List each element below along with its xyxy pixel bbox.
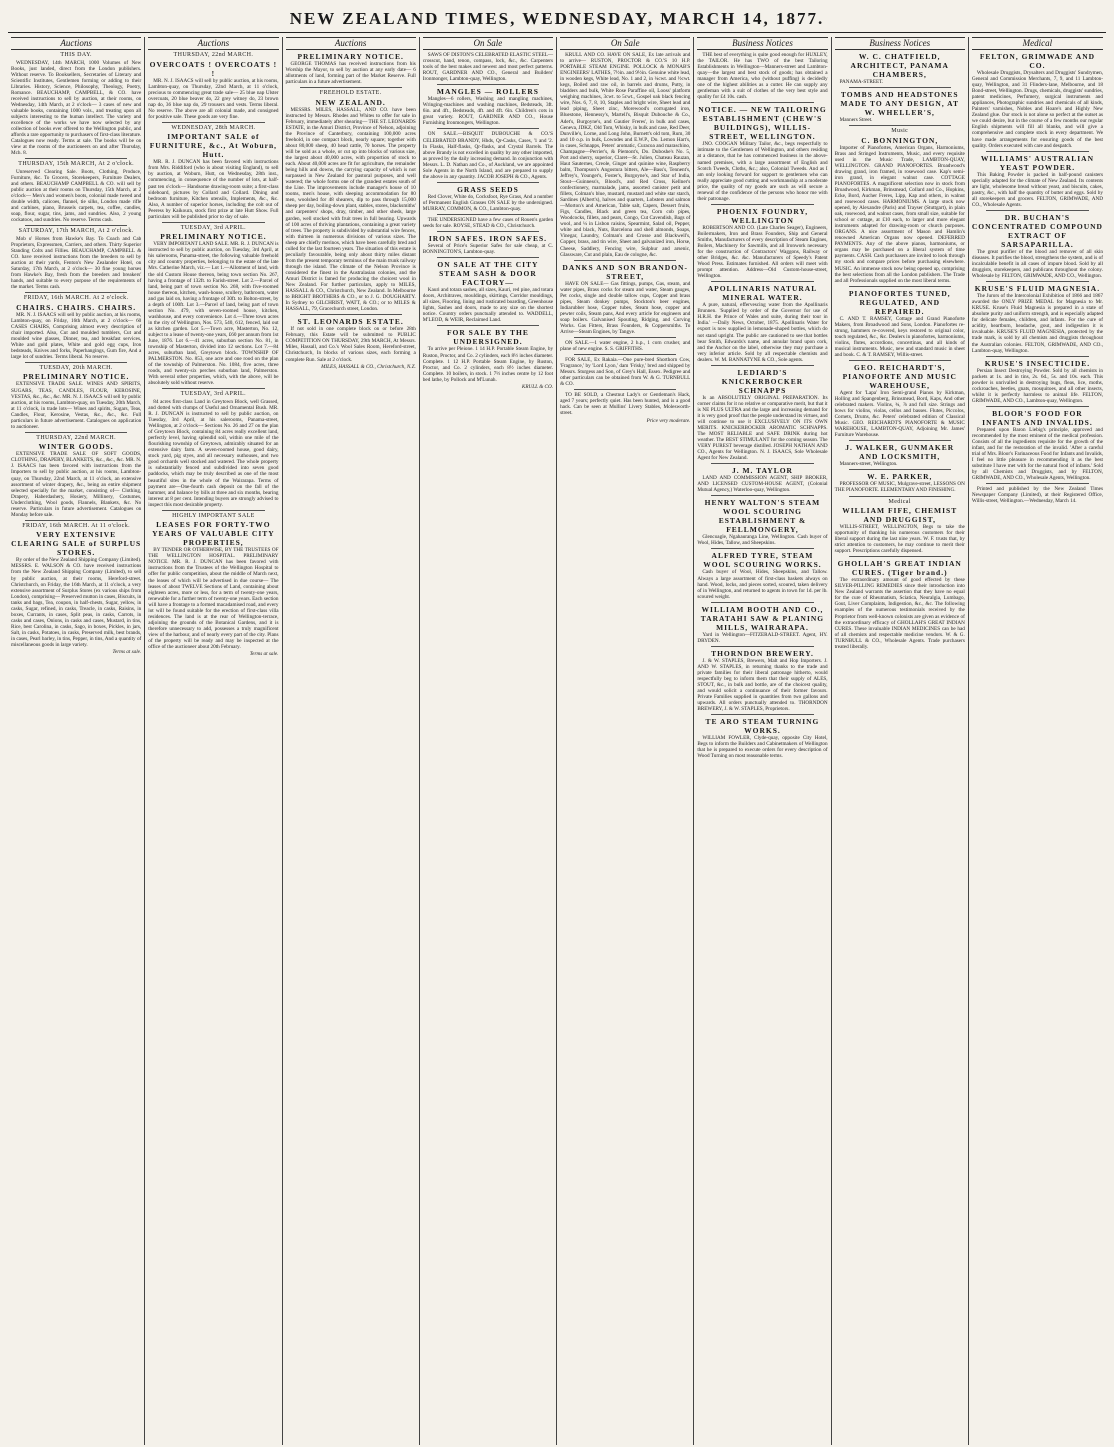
ad-body: Mangles—6 rollers, Washing and mangling machines, Wringing-machines and washing machines, Bedsteads, 3ft. 6in. and 4ft., Bedsteads, 4ft. and 4ft. 6in. Children's cots in great variety. ROUT, GARDNER AND CO., House Furnishing Ironmongers, Wellington.	[422, 96, 554, 127]
ad-dateline: THURSDAY, 22nd MARCH.	[173, 52, 254, 58]
ad-body: PANAMA-STREET.	[839, 79, 884, 85]
advertisement	[423, 52, 553, 82]
ad-divider	[574, 354, 676, 355]
ad-headline: FOR SALE BY THE UNDERSIGNED.	[446, 328, 529, 347]
ad-divider	[849, 556, 951, 557]
ad-body: To arrive per Pleione. 1 14 H.P. Portable Steam Engine, by Ruston, Proctor, and Co. 2 cylinders, each 8½ inches diameter. Complete. 1 12 H.P. Portable Steam Engine, by Ruston, Proctor, and Co. 2 cylinders, each 8½ inches diameter. Complete. 10 boilers, in stock. 1 7½ inches centre by 12 foot bed lathe, by Pollock and M'Lunah.	[422, 346, 554, 383]
ad-headline: GRASS SEEDS	[457, 184, 519, 194]
advertisement	[972, 284, 1103, 353]
ad-body: J. & W. STAPLES, Brewers, Malt and Hop Importers. J. AND W. STAPLES, in returning thanks to the trade and private families for their liberal patronage hitherto, would respectfully beg to inform them that their supply of ALES, STOUT, &c., in bulk and bottle, are of the choicest quality, and would solicit a continuance of their former favours. Private Families supplied in quantities from two gallons and upwards. All orders punctually attended to. THORNDON BREWERY, J. & W. STAPLES, Proprietors.	[697, 657, 828, 713]
ad-body: FOR SALE, Ex Rakaia.—One pure-bred Shorthorn Cow, 'Fragrance,' by 'Lord Lyon,' dam 'Frisky,' bred and shipped by Messrs. Sturgess and Son, of Grey's Hall, Essex. Pedigree and other particulars can be obtained from W. & G. TURNBULL & CO.	[560, 357, 691, 388]
ad-divider	[711, 204, 813, 205]
ad-divider	[300, 314, 402, 315]
ad-divider	[711, 646, 813, 647]
ad-divider	[849, 125, 951, 126]
ad-headline: THORNDON BREWERY.	[711, 648, 814, 658]
ad-signature: MILES, HASSALL & CO., Christchurch, N.Z.	[321, 363, 416, 370]
ad-dateline: TUESDAY, 3rd APRIL.	[180, 391, 247, 398]
advertisement	[423, 260, 553, 323]
column-2	[145, 37, 282, 1445]
ad-body: Wholesale Druggists, Drysalters and Druggists' Sundrymen, General and Commission Merchants, 7, 9, and 11 Lambton-quay, Wellington, and 31 Flinders-lane, Melbourne, and 18 Bond-street, Wellington. Drugs, chemicals, druggists' sundries, patent medicines, Perfumery, surgical instruments and appliances, Photographic sundries and chemicals of all kinds, Painters' varnishes, Nobles and Hoare's and Highly New Zealand glue. Our stock is not alone so perfect at the outset as we could desire, but in the course of a few months our regular English shipments will fill all blanks, and will give a comprehensive and complete stock in every department. We have made arrangements for ensuring goods of the best quality. Orders executed with care and despatch.	[971, 70, 1103, 149]
ad-dateline: Medical	[888, 498, 911, 505]
ad-body: Unreserved Clearing Sale. Boots, Clothing, Produce, Furniture, &c. To Grocers, Storekeepers, Furniture Dealers, and others. BEAUCHAMP CAMPBELL & CO. will sell by public auction at their rooms on Thursday, 15th March, at 2 o'clock— Men's and women's boots, colonial made tweed and double width, calicoes, flannel, tie silks, London made rifle and carbines, piano, Brussels carpets, tea, coffee, candles, soap, flour, sugar, tins, jams, and sundries. Also, 2 young cockatoos, and sundries. No reserve. Terms cash.	[11, 168, 142, 224]
ad-dateline: FRIDAY, 16th MARCH. At 2 o'clock.	[23, 295, 129, 302]
ad-body: MR. N. J. ISAACS will sell by public auction, at his rooms, Lambton-quay, on Thursday, 22nd March, at 11 o'clock, precious to commencing great trade sale— 25 blue nap Ulster overcoats, 20 blue beaver do, 22 grey witney do, 23 brown nap do, 36 blue nap do, 29 trousers and vests. Terms liberal. No reserve. The above are all colonial made, and consigned for positive sale. These goods are very fine.	[148, 77, 279, 120]
ad-signature: Terms at sale.	[112, 649, 142, 656]
ad-divider	[25, 362, 127, 363]
ad-divider	[711, 714, 813, 715]
advertisement	[835, 499, 965, 555]
advertisement	[423, 234, 553, 255]
ad-divider	[162, 388, 264, 389]
ad-headline: TOMBS AND HEADSTONES MADE TO ANY DESIGN, AT W. WHELLER'S,	[840, 90, 960, 118]
ad-body: Red Clover, White do, Cocksfoot, Rye Grass, And a number of Permanent English Grasses ON SALE by the undersigned. MURRAY, COMMON, & CO., Lambton-quay.	[422, 193, 554, 212]
ad-body: WILLIAM FOWLER, Clyde-quay, opposite City Hotel, Begs to inform the Builders and Cabinetmakers of Wellington that he is prepared to execute orders for every description of Wood Turning on most reasonable terms.	[697, 735, 828, 760]
ad-divider	[25, 520, 127, 521]
ad-body: Yard in Wellington—FITZERALD-STREET. Agent, HY. DRYDEN.	[697, 631, 828, 644]
advertisement	[697, 717, 827, 759]
ad-headline: ST. LEONARDS ESTATE.	[297, 317, 404, 327]
advertisement	[972, 52, 1103, 149]
advertisement	[697, 605, 827, 644]
ad-divider	[711, 281, 813, 282]
advertisement	[835, 443, 965, 467]
ad-headline: TE ARO STEAM TURNING WORKS.	[705, 717, 820, 736]
ad-divider	[437, 231, 539, 232]
column-heading: Medical	[972, 37, 1103, 50]
ad-body: By order of the New Zealand Shipping Company (Limited). MESSRS. E. WALSON & CO. have received instructions from the New Zealand Shipping Company (Limited), to sell by public auction, at their rooms, Hereford-street, Christchurch, on Friday, the 16th March, at 11 o'clock, a very extensive assortment of Surplus Stores (ex various ships from London), comprising— Preserved mutton in cases, Biscuits, in tanks and bags, Tea, coupon, in half-chests, Sugar, yellow, in casks, Sugar, refined, in casks, Treacle, in casks, Raisins, in boxes, Currants, in cases, Split peas, in casks, Carrots, in casks and cases, Onions, in casks and cases, Mustard, in tins, Rice, best Carolina, in casks, Sago, in boxes, Pickles, in jars, Salt, in casks, Potatoes, in casks, Preserved milk, best brands, in cases, Pearl barley, in tins, Pepper, in tins, And a quantity of miscellaneous goods in large variety.	[11, 557, 142, 649]
ad-divider	[711, 463, 813, 464]
advertisement	[560, 392, 690, 423]
ad-body: Glencoagle, Ngahauranga Line, Wellington. Cash buyer of Wool, Hides, Tallow, and Sheepskins.	[697, 534, 828, 547]
column-heading: On Sale	[560, 37, 690, 50]
ad-body: A pure, natural, effervescing water from the Apollinaris Brunnen. 'Supplied by order of the Governor for use of H.R.H. the Prince of Wales and suite, during their tour in India.' —Daily News, October, 1875. Apollinaris Water for export is now supplied in lemonade-shaped bottles, which do not stand upright. The public are cautioned to see that bottles bear Smith, Edwards's name, and annular brand upon cork, and the Anchor on the label, otherwise they may purchase a very inferior article. Sold by all respectable chemists and dealers. W. M. BANNATYNE & CO., Sole agents.	[697, 302, 828, 363]
ad-body: Importer of Pianofortes, American Organs, Harmoniums, Brass and Stringed Instruments, Music, and every requisite used in the Music Trade, LAMBTON-QUAY, WELLINGTON. GRAND PIANOFORTES. Broadwood's drawing grand, iron framed, in rosewood case. Kap's semi-iron grand, in elegant walnut case. COTTAGE PIANOFORTES. A magnificent selection now in stock from Broadwood, Kirkman, Brinsmead, Collard and Co., Hopkins, Ecke, Bord, Aucher Freres, Lipp, Kap and others, in walnut and rosewood cases. HARMONIUMS. A large stock now opened, by Alexandre (Paris) and Trayser (Stuttgart), in plain oak, rosewood, and walnut cases, from small size, suitable for school or cottage, at £10 each, to larger and more elegant instruments adapted for drawing-room or church purposes. ORGANS. A nice assortment of Mason and Hamlin's renowned American Organs now opened. DEFERRED PAYMENTS. Any of the above pianos, harmoniums, or organs may be purchased on a liberal system of time payments. CASH. Cash purchasers are invited to look through my stock and compare prices before purchasing elsewhere. MUSIC. An immense stock now being opened up, comprising the best selections from all the London publishers. The Trade and all Professionals supplied on the most liberal terms.	[834, 144, 965, 284]
ad-body: Prepared upon Baron Liebig's principle, approved and recommended by the most eminent of the medical profession. Consists of all the ingredients requisite for the growth of the infant, and for the restoration of the invalid. 'After a careful trial of Mrs. Bloor's Farinaceous Food for Infants and Invalids, I feel no little pleasure in recommending it as the best substitute I have met with for the natural food of infants.' Sold by all Chemists and Druggists, and by FELTON, GRIMWADE, AND CO., Wholesale Agents, Wellington.	[971, 426, 1103, 482]
masthead: NEW ZEALAND TIMES, WEDNESDAY, MARCH 14, 1877.	[8, 6, 1106, 33]
ad-headline: KRUSE'S FLUID MAGNESIA.	[974, 284, 1101, 294]
advertisement	[835, 90, 965, 123]
ad-headline: NEW ZEALAND.	[315, 97, 386, 107]
ad-divider	[849, 360, 951, 361]
ad-divider	[711, 365, 813, 366]
ad-headline: CHAIRS. CHAIRS. CHAIRS.	[16, 302, 137, 312]
column-heading: Auctions	[286, 37, 416, 50]
ad-body: ROBERTSON AND CO. (Late Charles Seager), Engineers, Boilermakers, Iron and Brass Founders, Ship and General Smiths, Manufacturers of every description of Steam Engines, Boilers, Machinery for Sawmills, and all Ironwork necessary for the construction of Contractors' Waggons, Railway or other Bridges, &c. &c. Manufacturers of Speedy's Patent Wood Press. Estimates furnished. All orders will meet with prompt attention. Address—Old Custom-house-street, Wellington.	[697, 224, 828, 280]
advertisement	[697, 498, 827, 546]
advertisement	[148, 125, 278, 220]
advertisement	[972, 359, 1103, 404]
ad-body: Manners-street, Wellington.	[839, 461, 898, 468]
ad-body: SAWS OF DISTON'S CELEBRATED ELASTIC STEEL—crosscut, hand, tenon, compass, lock, &c., &c. Carpenters tools of the best makes and newest and most perfect patterns. ROUT, GARDNER AND CO., General and Builders' Ironmonger, Lambton-quay, Wellington.	[422, 52, 554, 83]
ad-headline: LEDIARD'S KNICKERBOCKER SCHNAPPS	[721, 367, 804, 395]
ad-body: WEDNESDAY, 14th MARCH, 1000 Volumes of New Books, just landed, direct from the London publishers. Without reserve. To Booksellers, Secretaries of Literary and Scientific Institutes, Gentlemen forming or adding to their Libraries. History, Science, Philosophy, Theology, Poetry, Romance. BEAUCHAMP, CAMPBELL, & CO. have received instructions to sell by auction, at their rooms, on Wednesday, 14th March, at 2 o'clock— 3 cases of new and valuable books, containing 1000 vols., and treating upon all subjects interesting to the human intellect. The variety and excellence of the works we have now selected by any collection of books ever offered to the Wellington public, and affords a rare opportunity to purchasers of first-class literature. Catalogues now ready. Terms at sale. The books will be on view at the rooms of the auctioneers on and after Thursday, Mch. 8.	[11, 59, 142, 157]
ad-signature: Terms at sale.	[249, 651, 279, 658]
advertisement	[148, 52, 278, 120]
ad-headline: WINTER GOODS.	[38, 442, 114, 452]
advertisement	[560, 357, 690, 387]
advertisement	[972, 213, 1103, 279]
ad-divider	[711, 495, 813, 496]
advertisement	[286, 52, 416, 85]
advertisement	[148, 225, 278, 387]
ad-divider	[986, 210, 1089, 211]
ad-divider	[25, 225, 127, 226]
ad-headline: W. E. PARKER,	[867, 472, 933, 482]
advertisement	[835, 52, 965, 85]
ad-headline: MANGLES — ROLLERS	[436, 87, 539, 97]
ad-headline: J. WALKER, GUNMAKER AND LOCKSMITH,	[845, 443, 955, 462]
ad-headline: PRELIMINARY NOTICE.	[22, 372, 130, 382]
ad-body: The extraordinary amount of good effected by these SILVER-PILLING REMEDIES since their introduction into New Zealand warrants the assertion that they have no equal for the cure of Rheumatism, Sciatica, Neuralgia, Lumbago, Gout, Liver Complaints, Indigestion, &c., &c. The following examples of the numerous testimonials received by the Proprietor from well-known colonists are given as evidence of the extraordinary efficacy of GHOLLAH'S GREAT INDIAN CURES. These invaluable INDIAN MEDICINES can be had of all chemists and respectable medicine vendors. W. & G. TURNBULL & CO., Wholesale Agents. Trade purchasers treated liberally.	[834, 577, 965, 650]
ad-body: Manners Street.	[839, 117, 873, 124]
ad-divider	[162, 222, 264, 223]
ad-body: JNO. COOGAN Military Tailor, &c., begs respectfully to intimate to the Gentlemen of Wellington, and others residing at a distance, that he has commenced business in the above-named premises, with a large assortment of English and Scotch Tweeds, Cloths, &c.; also, Colonial Tweeds. And as I am only looking forward for support to gentlemen who can really appreciate good cutting and workmanship at a moderate price, the quality of my goods are such as will secure a renewal of the confidence of the persons who honor me with their patronage.	[697, 141, 828, 202]
ad-body: LAND AND COMMISSION AGENT, SHIP BROKER, AND LICENSED CUSTOM-HOUSE AGENT, (Colonial Mutual Agency,) Waterloo-quay, Wellington.	[697, 475, 828, 494]
ad-headline: OVERCOATS ! OVERCOATS ! !	[149, 59, 278, 78]
advertisement	[835, 289, 965, 358]
ad-signature: Price very moderate.	[646, 417, 691, 424]
ad-headline: DR. BUCHAN'S CONCENTRATED COMPOUND EXTRACT OF SARSAPARILLA.	[971, 212, 1103, 249]
column-heading: Auctions	[11, 37, 141, 50]
ad-body: MESSRS. MILES, HASSALL, AND CO. have been instructed by Messrs. Rhodes and Whites to offer for sale in February, immediately after shearing— THE ST. LEONARDS ESTATE, in the Amuri District, Province of Nelson, adjoining the Province of Canterbury, containing 100,000 acres freehold, in one compact block, nearly square; together with about 80,000 sheep, 40 head cattle, 70 horses. The property will be sold as a whole, or cut up into blocks of various size, the largest about 40,000 acres, with proportion of stock to each. About 40,000 acres are fit for agriculture, the remainder being hills and downs, the carrying capacity of which is not surpassed in New Zealand for pastoral purposes, and well watered; the whole forms one of the grandest estates south of the Line. The improvements include manager's house of 10 rooms, men's house, with sleeping accommodation for 80 men, woolshed for 48 shearers, dip to pass through 15,000 sheep per day, boiling-down plant, stables, stores, blacksmiths' and carpenters' shops, dray, timber, and other sheds, large garden, well stocked with fruit trees in full bearing. Upwards of 100 acres of thriving plantations, containing a great variety of trees. The property is subdivided by substantial wire fences, with thirteen in numerous divisions of various sizes. The sheep are chiefly merinos, which have been carefully bred and culled for the last fourteen years. The situation of this estate is peculiarly favourable, being only about thirty miles distant from the present temporary terminus of the main trunk railway through the island. The climate of the Nelson Province is considered the finest in the Australasian colonies, and the Amuri District is famed for producing the choicest wool in New Zealand. For further particulars, apply to MILES, HASSALL & CO., Christchurch, New Zealand. In Melbourne to BRIGHT BROTHERS & CO., or to J. G. DOUGHARTY. In Sydney to GILCHRIST, WATT, & CO.; or to MILES & HASSALL, 79, Gracechurch street, London.	[285, 106, 416, 313]
advertisement	[560, 340, 690, 352]
ad-headline: NOTICE. — NEW TAILORING ESTABLISHMENT (CHEW'S BUILDINGS), WILLIS-STREET, WELLINGTON.	[698, 105, 827, 142]
ad-headline: J. M. TAYLOR	[731, 466, 793, 476]
ad-body: Several of Price's Superior Safes for sale cheap, at C. BONNINGTON'S, Lambton-quay.	[422, 243, 554, 256]
ad-body: If not sold in one complete block on or before 28th February, this Estate will be submitted to PUBLIC COMPETITION ON THURSDAY, 29th MARCH, At Messrs. Miles, Hassall, and Co.'s Wool Sales Room, Hereford-street, Christchurch, In blocks of various sizes, each forming a complete Run. Sale at 2 o'clock.	[285, 326, 416, 363]
advertisement	[972, 154, 1103, 208]
columns	[8, 37, 1106, 1445]
advertisement	[148, 513, 278, 657]
column-8	[969, 37, 1106, 1445]
column-1	[8, 37, 145, 1445]
ad-signature: KRULL & CO.	[521, 383, 554, 390]
ad-body: BY TENDER OR OTHERWISE, BY THE TRUSTEES OF THE WELLINGTON HOSPITAL. PRELIMINARY NOTICE. MR. R. J. DUNCAN has been favored with instructions from the Trustees of the Wellington Hospital to offer for public competition, about the middle of March next, the leases of which will be advertised in due course— The leases of about TWELVE Sections of Land, containing about eighteen acres, more or less, for a term of twenty-one years, renewable for a further term of twenty-one years. Each section will have a frontage to a formed macadamised road, and every lot will be found suitable for the erection of first-class villa residences. The land is at the rear of Wellington-terrace, adjoining the grounds of the Botanical Gardens, and it is therefore unnecessary to add, possesses a truly magnificent view of the harbour, and of nearly every part of the city. Plans of the property will be ready and may be inspected at the office of the auctioneer about 20th February.	[148, 547, 279, 651]
advertisement	[972, 409, 1103, 481]
ad-divider	[437, 182, 539, 183]
ad-headline: PHOENIX FOUNDRY, WELLINGTON	[716, 206, 809, 225]
ad-divider	[986, 356, 1089, 357]
ad-dateline: THURSDAY, 22nd MARCH.	[36, 434, 116, 441]
ad-divider	[162, 122, 264, 123]
ad-body: Kauri and totara sashes, all sizes, Kauri, red pine, and totara doors, Architraves, mouldings, skirtings, Corridor mouldings, all sizes, Flooring, lining and rusticated boarding, Greenhouse lights, Sashes and doors, made to any size on the shortest notice. Country orders punctually attended to. WADDELL, M'LEOD, & WEIR, Reclaimed Land.	[422, 287, 554, 324]
ad-dateline: FREEHOLD ESTATE.	[319, 90, 382, 97]
ad-divider	[574, 260, 676, 261]
ad-headline: GEO. REICHARDT'S, PIANOFORTE AND MUSIC WAREHOUSE,	[842, 363, 957, 390]
ad-body: Agent for 'Lapa' Iron Semi-grand Pianos by Kirkman, Holling and Spangenberg, Brinsmead, Bord, Kaps, And other celebrated makers. Violins, ¾, ⅞ and full size. Strings and bows for violins, violas, cellos and basses. Flutes, Piccolos, Cornets, Drums, &c. Peters' celebrated edition of Classical Music. GEO. REICHARDT'S PIANOFORTE & MUSIC WAREHOUSE, LAMBTON-QUAY, Adjoining Mr. James' Furniture Warehouse.	[834, 390, 965, 439]
ad-divider	[986, 151, 1089, 152]
ad-dateline: TUESDAY, 20th MARCH.	[39, 364, 113, 371]
ad-body: Cash buyer of Wool, Hides, Sheepskins, and Tallow. Always a large assortment of first-class baskets always on hand. Wood, locks, and pieces sorted, scoured, taken delivery of in Wellington, and returned to agents in town for 1d. per lb. scoured weight.	[697, 569, 828, 600]
ad-dateline: TUESDAY, 3rd APRIL.	[180, 224, 247, 231]
advertisement	[835, 472, 965, 493]
advertisement	[286, 317, 416, 369]
ad-divider	[437, 84, 539, 85]
ad-divider	[574, 337, 676, 338]
ad-body: GEORGE THOMAS has received instructions from his Worship the Mayor, to sell by auction at any early date— 6 allotments of land, forming part of the Market Reserve. Full particulars in a future advertisement.	[285, 61, 416, 86]
ad-body: The great purifier of the blood and remover of all skin diseases. It purifies the blood, strengthens the system, and is of incalculable benefit in all cases of impure blood. Sold by all druggists, storekeepers, and publicans throughout the colony. Wholesale by FELTON, GRIMWADE, AND CO., Wellington.	[971, 248, 1103, 280]
ad-headline: GHOLLAH'S GREAT INDIAN CURES. (Tiger brand.)	[837, 559, 962, 578]
column-7	[832, 37, 969, 1445]
advertisement	[11, 52, 141, 156]
ad-divider	[986, 281, 1089, 282]
ad-body: ON SALE.—BISQUIT DUBOUCHE & CO.'S CELEBRATED BRANDY, Hhds, Qr-Casks, Cases, '1 and '2. In Flasks, Half-flasks, Qr-flasks, and Crystal Barrels. The above Brandy is not excelled in quality by any other imported, as proved by the daily increasing demand. In conjunction with Messrs. L. D. Nathan and Co., of Auckland, we are appointed Sole Agents in the North Island, and are prepared to supply the above in any quantity. JACOB JOSEPH & CO., Agents.	[422, 131, 554, 180]
ad-dateline: THIS DAY.	[60, 52, 92, 58]
ad-headline: C. BONNINGTON,	[861, 135, 939, 145]
ad-headline: WILLIAMS' AUSTRALIAN YEAST POWDER.	[980, 153, 1094, 172]
ad-body: Mob o' Horses from Hawke's Bay. To Coach and Cab Proprietors, Expressmen, Carriers, and others. Thirty Superior Standing Colts and Fillies. BEAUCHAMP, CAMPBELL & CO. have received instructions from the breeders to sell by auction at their yards, Fenton's New Zealander Hotel, on Saturday, 17th March, at 2 o'clock— 30 fine young horses from Hawke's Bay, fresh from the breeders and breakers' hands, and suitable to every purpose of the requirements of the market. Terms cash.	[11, 235, 142, 291]
ad-body: KRULL AND CO. HAVE ON SALE, Ex late arrivals and to arrive— RUSTON, PROCTOR & CO.'S 10 H.P. PORTABLE STEAM ENGINE. POLLOCK & MONAB'S ENGINEERS' LATHES, 7½in. and 9½in. Genuine white lead, in wooden kegs, White lead, No. 1 and 2, in ¼cwt. and ½cwt. kegs, Boiled and raw oil, in barrels and drums, Putty, in bladders and bulk, White Rose Paraffine oil, Looss' platform weighing machines, 3cwt. to 5cwt., Gospel oak black fencing wire, Nos. 6, 7, 8, 10, Staples and bright wire, Sheet lead and lead piping, Sheet zinc, Morewood's corrugated iron, Bluestone, Hennessy's, Martell's, Bisquit Dubouche & Co., Adet's, Burgoyne's, and Gautier Freres', in bulk and cases, Geneva, JDKZ, Old Tom, Whisky, in bulk and case, Red Deer, Dunville's, Lorne, and Long John, Burnett's old tom, Rum, 30 and 10 o.p. in bulk, Lowndes and E.W.P., Do. Lemon Hart's, in cases, Schnapps, Peters' aromatic, Curacoa and maraschino, Champagne—Perrier's, & Piemont's, Do. Duboshe's No. 5, Port and sherry, superior, Claret—St. Julien, Chateau Rauzan, Haut Sauternes, Creole, Ginger and quinine wine, Raspberry balm, Thompson's Angostura bitters, Ale—Bass's, Tennent's, Jeffrey's, Younger's, Foster's, Burgoyne's, and Star of India, Stout—Guinness's, Blood's, and Red Cross, Kellner's confectionery, marmalade, jams, assorted canister petit and fillets, Colman's blue, mustard, mustard and white star starch, Sardines (Albert's), halves and quarters, Lobsters and salmon—Morton's and American, Table salt, Capers, Dessert fruits, Figs, Candles, Black and green tea, Corn cob pipes, Woodcocks, fillets, and pears, Congo, Cut Cavendish, Bags of wool, and ¼ in Lisbon raisins, Spearmint, Salad oil, Pepper, white and black, Nuts, Barcelona and shell almonds, Soaps, Vinegar, Laundry, Colman's and Crosse and Blackwell's, Copper, brass, and tin wire, Sheet and galvanized iron, Horse, Cheese, Saddlery, Fencing wire, Sulphur and arsenic, Glassware, Cut and plain, Eau de cologne, &c.	[560, 52, 691, 258]
advertisement	[423, 131, 553, 179]
advertisement	[697, 105, 827, 201]
ad-divider	[162, 510, 264, 511]
ad-divider	[711, 102, 813, 103]
advertisement	[11, 161, 141, 223]
advertisement	[423, 87, 553, 126]
ad-headline: PRELIMINARY NOTICE.	[160, 232, 267, 242]
ad-headline: LEASES FOR FORTY-TWO YEARS OF VALUABLE CITY PROPERTIES,	[152, 520, 275, 548]
ad-body: The Jurors of the Intercolonial Exhibition of 1866 and 1867 awarded the ONLY PRIZE MEDAL for Magnesia to Mr. KRUSE. Kruse's Fluid Magnesia is prepared in a state of absolute purity and uniform strength, and is especially adapted for delicate females, children, and infants. For the cure of acidity, heartburn, headache, gout, and indigestion it is invaluable. KRUSE'S FLUID MAGNESIA, protected by the trade mark, is sold by all chemists and druggists throughout the Australian colonies. FELTON, GRIMWADE, AND CO., Lambton-quay, Wellington.	[971, 293, 1103, 354]
column-heading: Business Notices	[835, 37, 965, 50]
column-heading: Business Notices	[697, 37, 827, 50]
ad-body: MR. N. J. ISAACS will sell by public auction, at his rooms, Lambton-quay, on Friday, 16th March, at 2 o'clock— 60 CASES CHAIRS, Comprising almost every description of chair imported. Also, Cut and moulded tumblers, Cut and moulded wine glasses, Dinner, tea, and breakfast services, White and gold plates, White and gold egg cups, Iron bedsteads, Knives and forks, Paperhangings, Gum fire, And a large lot of sundries. Terms liberal. No reserve.	[11, 311, 142, 360]
advertisement	[697, 52, 827, 100]
ad-body: ON SALE.—1 water engine, 2 h.p., 1 corn crusher, and plane of new engine. S. S. GRIFFITHS.	[560, 340, 691, 353]
column-6	[694, 37, 831, 1445]
ad-body: EXTENSIVE TRADE SALE OF SOFT GOODS, CLOTHING, DRAPERY, BLANKETS, &c., &c., &c. MR. N. J. ISAACS has been favored with instructions from the Importers to sell by public auction, at his rooms, Lambton-quay, on Thursday, 22nd March, at 11 o'clock, an extensive assortment of winter drapery, &c., being an entire shipment selected specially for the market, consisting of— Clothing, Drapery, Haberdashery, Hosiery, Millinery, Costumes, Underclothing, Wool goods, Flannels, Blankets, &c. No reserve. Particulars in future advertisement. Catalogues on Monday before sale.	[11, 451, 142, 518]
ad-dateline: THURSDAY, 15th MARCH, At 2 o'clock.	[18, 161, 135, 168]
column-5	[557, 37, 694, 1445]
ad-headline: DANKS AND SON BRANDON-STREET,	[562, 262, 688, 281]
ad-body: MR. R. J. DUNCAN has been favored with instructions from Mrs. Riddiford (who is about visiting England), to sell by auction, at Woburn, Hutt, on Wednesday, 28th inst., commencing, in consequence of the number of lots, at half-past ten o'clock— Handsome drawing-room suite; a first-class sideboard, pictures by Collard and Collard. Dining and bedroom furniture, Kitchen utensils, Implements, &c., &c. Also, A number of superior horses, including the colt out of Peeress by Kaikoura, stock first prize at late Hutt Show. Full particulars will be published prior to day of sale.	[148, 159, 279, 220]
advertisement	[423, 185, 553, 212]
ad-headline: IRON SAFES. IRON SAFES.	[428, 234, 548, 244]
advertisement	[835, 128, 965, 284]
advertisement	[423, 217, 553, 229]
ad-body: 84 acres first-class Land in Greytown Block, well Grassed, and dotted with clumps of Useful and Ornamental Bush. MR. R. J. DUNCAN is instructed to sell by public auction, on Tuesday, 3rd April, at his salerooms, Panama-street, Wellington, at 2 o'clock— Sections No. 26 and 27 on the plan of Greytown Block, containing 84 acres really excellent land, perfectly level, having splendid soil, within one mile of the flourishing township of Greytown, admirably situated for an extensive dairy farm. A seven-roomed house, good dairy, stock yard, pig styes, and all necessary outhouses, and two good orchards well stocked and watered. The whole property is substantially fenced and subdivided into seven good paddocks, which may be truly described as one of the most beautiful sites in the whole of the Wairarapa. Terms of payment are—One-fourth cash deposit on the fall of the hammer, and balance by bills at three and six months, bearing interest at 8 per cent. Intending buyers are strongly advised to inspect this most desirable property.	[148, 398, 279, 508]
column-4	[420, 37, 557, 1445]
advertisement	[423, 328, 553, 389]
advertisement	[835, 559, 965, 650]
ad-headline: BLOOR'S FOOD FOR INFANTS AND INVALIDS.	[982, 408, 1093, 427]
ad-body: WILLIS-STREET, WELLINGTON, Begs to take the opportunity of thanking his numerous customers for their liberal support during the last nine years. W. F. trusts that, by strict attention to customers, he may continue to merit their support. Prescriptions carefully dispensed.	[834, 524, 965, 555]
advertisement	[560, 52, 690, 258]
ad-divider	[25, 158, 127, 159]
advertisement	[697, 368, 827, 462]
advertisement	[697, 649, 827, 712]
ad-divider	[849, 469, 951, 470]
ad-dateline: WEDNESDAY, 28th MARCH.	[171, 124, 256, 131]
ad-divider	[849, 286, 951, 287]
ad-headline: WILLIAM BOOTH AND CO., TARATAHI SAW & PLANING MILLS, WAIRARAPA.	[700, 604, 825, 632]
ad-divider	[849, 496, 951, 497]
ad-body: C. AND T. RAMSEY, Cottage and Grand Pianoforte Makers, from Broadwood and Sons, London. Pianofortes re-strung, hammers re-covered, keys restored to original color, touch regulated, &c., &c. Dealers in pianofortes, harmoniums, violins, flutes, accordions, concertinas, and all kinds of musical instruments. Music, new and standard music in sheet and book. C. & T. RAMSEY, Willis-street.	[834, 315, 965, 358]
advertisement	[11, 295, 141, 360]
ad-body: Printed and published by the New Zealand Times Newspaper Company (Limited), at their Registered Office, Willis-street, Wellington.—Wednesday, March 14.	[971, 486, 1103, 505]
ad-divider	[849, 87, 951, 88]
ad-headline: ALFRED TYRE, STEAM WOOL SCOURING WORKS.	[703, 551, 822, 570]
ad-divider	[437, 257, 539, 258]
ad-headline: FELTON, GRIMWADE AND CO.	[979, 52, 1096, 70]
ad-body: EXTENSIVE TRADE SALE. WINES AND SPIRITS, SUGARS, TEAS, CANDLES, FLOUR, KEROSINE, VESTAS, &c., &c., &c. MR. N. J. ISAACS will sell by public auction, at his rooms, Lambton-quay, on Tuesday, 20th March, at 11 o'clock, in trade lots— Wines and spirits, Sugars, Teas, Candles, Flour, Kerosine, Vestas, &c., &c., &c. Full particulars in future advertisement. Catalogues on application to auctioneer.	[11, 381, 142, 430]
ad-divider	[711, 548, 813, 549]
advertisement	[560, 263, 690, 335]
ad-body: Persian Insect Destroying Powder. Sold by all chemists in packets at 1s. and in tins, 2s. 6d., 5s. and 10s. each. This powder is unrivalled in destroying bugs, fleas, lice, moths, cockroaches, beetles, gnats, mosquitoes, and all other insects, whilst it is perfectly harmless to animal life. FELTON, GRIMWADE, AND CO., Lambton-quay, Wellington.	[971, 367, 1103, 404]
advertisement	[286, 90, 416, 312]
ad-body: Is an ABSOLUTELY ORIGINAL PREPARATION. Its corner claims for it no relative or comparative merit, but that it is NE PLUS ULTRA and the large and increasing demand for it is very good proof that the people understand its virtues, and will continue to use it EXCLUSIVELY ON ITS OWN MERITS. KNICKERBOCKER AROMATIC SCHNAPPS. The MOST RELIABLE and SAFE DRINK during hot weather. The BEST STIMULANT for the coming season. The VERY PUREST beverage distilled. JOSEPH NATHAN AND CO., Agents for Wellington. N. J. ISAACS, Sole Wholesale Agent for New Zealand.	[697, 394, 828, 462]
ad-divider	[437, 325, 539, 326]
advertisement	[11, 228, 141, 290]
ad-headline: APOLLINARIS NATURAL MINERAL WATER.	[707, 284, 818, 303]
advertisement	[11, 523, 141, 655]
ad-headline: VERY EXTENSIVE CLEARING SALE of SURPLUS STORES.	[11, 530, 142, 558]
column-heading: On Sale	[423, 37, 553, 50]
ad-divider	[437, 128, 539, 129]
ad-divider	[986, 406, 1089, 407]
ad-dateline: FRIDAY, 16th MARCH. At 11 o'clock.	[22, 522, 131, 529]
advertisement	[11, 435, 141, 518]
advertisement	[11, 365, 141, 430]
column-heading: Auctions	[148, 37, 278, 50]
advertisement	[835, 363, 965, 438]
ad-headline: PRELIMINARY NOTICE.	[297, 52, 404, 61]
ad-dateline: SATURDAY, 17th MARCH, At 2 o'clock.	[18, 228, 134, 235]
ad-headline: IMPORTANT SALE of FURNITURE, &c., At Woburn, Hutt.	[149, 132, 278, 160]
advertisement	[697, 466, 827, 493]
ad-divider	[849, 440, 951, 441]
ad-divider	[437, 214, 539, 215]
ad-divider	[300, 87, 402, 88]
ad-body: VERY IMPORTANT LAND SALE. MR. R. J. DUNCAN is instructed to sell by public auction, on Tuesday, 3rd April, at his salerooms, Panama-street, the following valuable freehold city and country properties, belonging to the estate of the late Mrs. Catherine March, viz.— Lot 1.—Allotment of land, with the old Custom House thereon, being town section No. 267, having a frontage of 132ft. to Farish-street. Lot 2.—Parcel of land, being part of town section No. 268, with five-roomed house thereon, kitchen, wash-house, scullery, bathroom, water and gas laid on, having a frontage of 30ft. to Bolton-street, by a depth of 100ft. Lot 3.—Parcel of land, being part of town section No. 479, with seven-roomed house, kitchen, washhouse, and every convenience. Lot 4.—Three town acres in the city of Wellington, Nos. 573, 540, 612, fenced, laid out as kitchen garden. Lot 5.—Town acre, Masterton, No. 12, subject to a lease of twenty-one years, £60 per annum from 1st June, 1876. Lot 6.—41 acres, suburban section No. 81, in township of Masterton, divided into 12 sections. Lot 7.—84 acres, suburban land, Greytown block. TOWNSHIP OF PALMERSTON. No. 853, one acre and one rood on the plan of the township of Palmerston. No. 1084, five acres, three roods, and twenty-six perches suburban land, Palmerston. With several other properties, which, with the above, will be absolutely sold without reserve.	[148, 241, 279, 387]
ad-headline: WILLIAM FIFE, CHEMIST AND DRUGGIST,	[842, 506, 958, 525]
ad-divider	[25, 432, 127, 433]
ad-headline: KRUSE'S INSECTICIDE.	[984, 358, 1091, 368]
ad-body: THE UNDERSIGNED have a few cases of Rouen's garden seeds for sale. ROYSE, STEAD & CO., Christchurch.	[422, 216, 554, 230]
column-3	[283, 37, 420, 1445]
ad-divider	[986, 483, 1089, 484]
ad-dateline: Music	[891, 128, 909, 135]
ad-headline: W. C. CHATFIELD, ARCHITECT, PANAMA CHAMBERS,	[850, 52, 949, 79]
advertisement	[972, 486, 1103, 504]
ad-divider	[574, 389, 676, 390]
ad-headline: HENRY WALTON'S STEAM WOOL SCOURING ESTABLISHMENT & FELLMONGERY,	[704, 498, 821, 535]
ad-divider	[711, 602, 813, 603]
ad-dateline: HIGHLY IMPORTANT SALE	[172, 512, 255, 519]
advertisement	[697, 284, 827, 362]
ad-body: This Baking Powder is packed in half-pound canisters specially adapted for the climate of New Zealand. Its contents are light, wholesome bread without yeast, and biscuits, cakes, pastry, &c., with half the quantity of butter and eggs. Sold by all storekeepers and grocers. FELTON, GRIMWADE, AND CO., Wholesale Agents.	[971, 171, 1103, 208]
ad-body: THE best of everything is quite good enough for HUXLEY, the TAILOR. He has TWO of the best Tailoring Establishments in Wellington—Manners-street and Lambton-quay—the largest and best stock of goods; has obtained a manager from America, who (without puffing) is decidedly one of the highest abilities as a cutter. He can supply any gentleman with a suit of clothes of the very best style and quality for £4 10s. cash.	[697, 52, 828, 101]
advertisement	[148, 391, 278, 507]
ad-body: PROFESSOR OF MUSIC, Mulgrave-street, LESSONS ON THE PIANOFORTE. ELEMENTARY AND FINISHING.	[834, 481, 965, 494]
advertisement	[697, 551, 827, 599]
ad-body: HAVE ON SALE— Gas fittings, pumps, Gas, steam, and water pipes, Brass cocks for steam and water, Steam gauges, Pet cocks, single and double tallow cups, Copper and brass pipes, Steam donkey pumps, Stockton's beer engines, Indiarubber hose, Copper tubes, Steam hose, copper and pewter coils, Steam pans, And every article for engineers and soap boilers. Galvanised Spouting, Ridging, and Curving Works. Gas Fitters, Brass Founders, & Coppersmiths. To Arrive—Steam Engines, by Tangye.	[560, 280, 691, 335]
ad-body: TO BE SOLD, a Chestnut Lady's or Gentleman's Hack, aged 7 years; perfectly quiet. Has been hunted, and is a good hack. Can be seen at Mullins' Livery Stables, Molesworth-street.	[560, 392, 691, 417]
advertisement	[697, 207, 827, 279]
ad-headline: ON SALE AT THE CITY STEAM SASH & DOOR FACTORY—	[437, 260, 539, 288]
ad-headline: PIANOFORTES TUNED, REGULATED, AND REPAIRED.	[848, 288, 951, 316]
ad-divider	[25, 292, 127, 293]
